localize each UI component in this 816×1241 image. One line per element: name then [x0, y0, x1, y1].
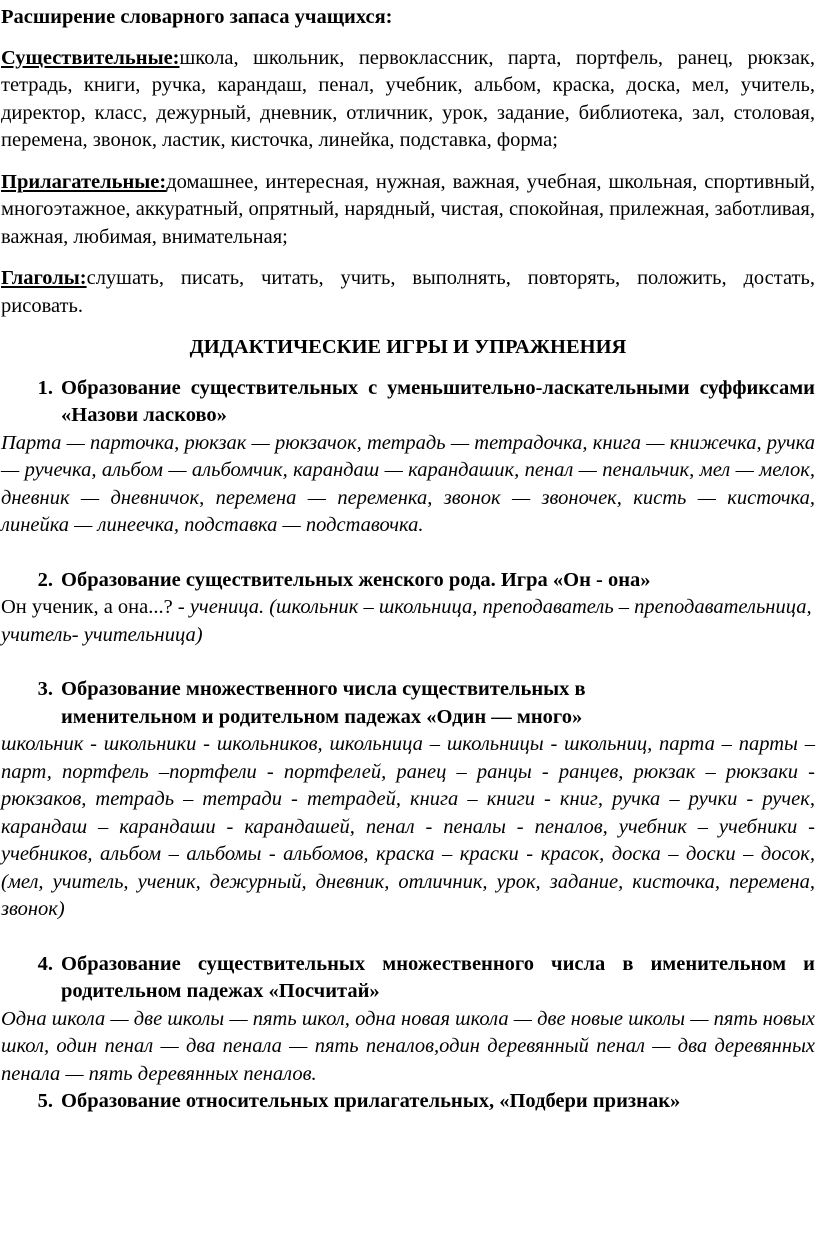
exercise-1-title: Образование существительных с уменьшительно-ласкательными суффиксами «Назови ласково»	[61, 376, 815, 426]
section-heading: ДИДАКТИЧЕСКИЕ ИГРЫ И УПРАЖНЕНИЯ	[189, 336, 627, 358]
exercise-2-body	[1, 594, 815, 649]
document-title: Расширение словарного запаса учащихся:	[1, 6, 393, 28]
verbs-label: Глаголы:	[1, 267, 87, 289]
nouns-label: Существительные:	[1, 46, 180, 69]
exercise-2	[1, 567, 815, 650]
exercise-4-header	[1, 951, 815, 1006]
exercise-1	[1, 375, 815, 540]
verbs-paragraph	[1, 265, 815, 320]
exercise-4	[1, 951, 815, 1089]
exercise-1-number: 1.	[37, 376, 53, 399]
exercise-1-body: Парта — парточка, рюкзак — рюкзачок, тетрадь — тетрадочка, книга — книжечка, ручка — ручечка, альбом — альбомчик, карандаш — карандашик, пенал — пенальчик, мел — мелок, дневник — дневничок, перемена — переменка, звонок — звоночек, кисть — кисточка, линейка — линеечка, подставка — подставочка.	[1, 431, 815, 536]
exercise-5-number: 5.	[37, 1090, 53, 1112]
exercise-4-number: 4.	[37, 952, 53, 975]
spacer	[1, 649, 815, 676]
spacer	[1, 924, 815, 951]
exercise-2-header	[1, 567, 815, 595]
exercise-2-answer: ученица. (школьник – школьница, преподаватель – преподавательница, учитель- учительница)	[1, 596, 812, 646]
spacer	[1, 540, 815, 567]
exercise-2-number: 2.	[37, 568, 53, 591]
exercise-3-header	[1, 676, 815, 731]
nouns-paragraph	[1, 45, 815, 155]
exercise-3-title: Образование множественного числа существительных в именительном и родительном падежах «Один — много»	[61, 678, 586, 728]
exercise-2-question: Он ученик, а она...? -	[1, 596, 190, 618]
verbs-text: слушать, писать, читать, учить, выполнять, повторять, положить, достать, рисовать.	[1, 267, 815, 317]
adjectives-text: домашнее, интересная, нужная, важная, учебная, школьная, спортивный, многоэтажное, аккуратный, опрятный, нарядный, чистая, спокойная, прилежная, заботливая, важная, любимая, внимательная;	[1, 170, 815, 248]
exercise-3-body: школьник - школьники - школьников, школьница – школьницы - школьниц, парта – парты – парт, портфель –портфели - портфелей, ранец – ранцы - ранцев, рюкзак – рюкзаки - рюкзаков, тетрадь – тетради - тетрадей, книга – книги - книг, ручка – ручки - ручек, карандаш – карандаши - карандашей, пенал - пеналы - пеналов, учебник – учебники - учебников, альбом – альбомы - альбомов, краска – краски - красок, доска – доски – досок, (мел, учитель, ученик, дежурный, дневник, отличник, урок, задание, кисточка, перемена, звонок)	[1, 733, 815, 920]
exercise-5-title: Образование относительных прилагательных, «Подбери признак»	[61, 1090, 681, 1112]
exercise-5-header	[1, 1088, 815, 1116]
nouns-text: школа, школьник, первоклассник, парта, портфель, ранец, рюкзак, тетрадь, книги, ручка, карандаш, пенал, учебник, альбом, краска, доска, мел, учитель, директор, класс, дежурный, дневник, отличник, урок, задание, библиотека, зал, столовая, перемена, звонок, ластик, кисточка, линейка, подставка, форма;	[1, 46, 815, 151]
exercise-5	[1, 1088, 815, 1116]
exercise-3-number: 3.	[37, 678, 53, 700]
adjectives-label: Прилагательные:	[1, 170, 167, 193]
exercise-1-header	[1, 375, 815, 430]
exercise-2-title: Образование существительных женского рода. Игра «Он - она»	[61, 568, 651, 591]
exercise-3	[1, 676, 815, 924]
exercise-4-title: Образование существительных множественного числа в именительном и родительном падежах «Посчитай»	[61, 952, 815, 1002]
adjectives-paragraph	[1, 169, 815, 252]
exercise-4-body: Одна школа — две школы — пять школ, одна новая школа — две новые школы — пять новых школ, один пенал — два пенала — пять пеналов,один деревянный пенал — два деревянных пенала — пять деревянных пеналов.	[1, 1007, 815, 1085]
